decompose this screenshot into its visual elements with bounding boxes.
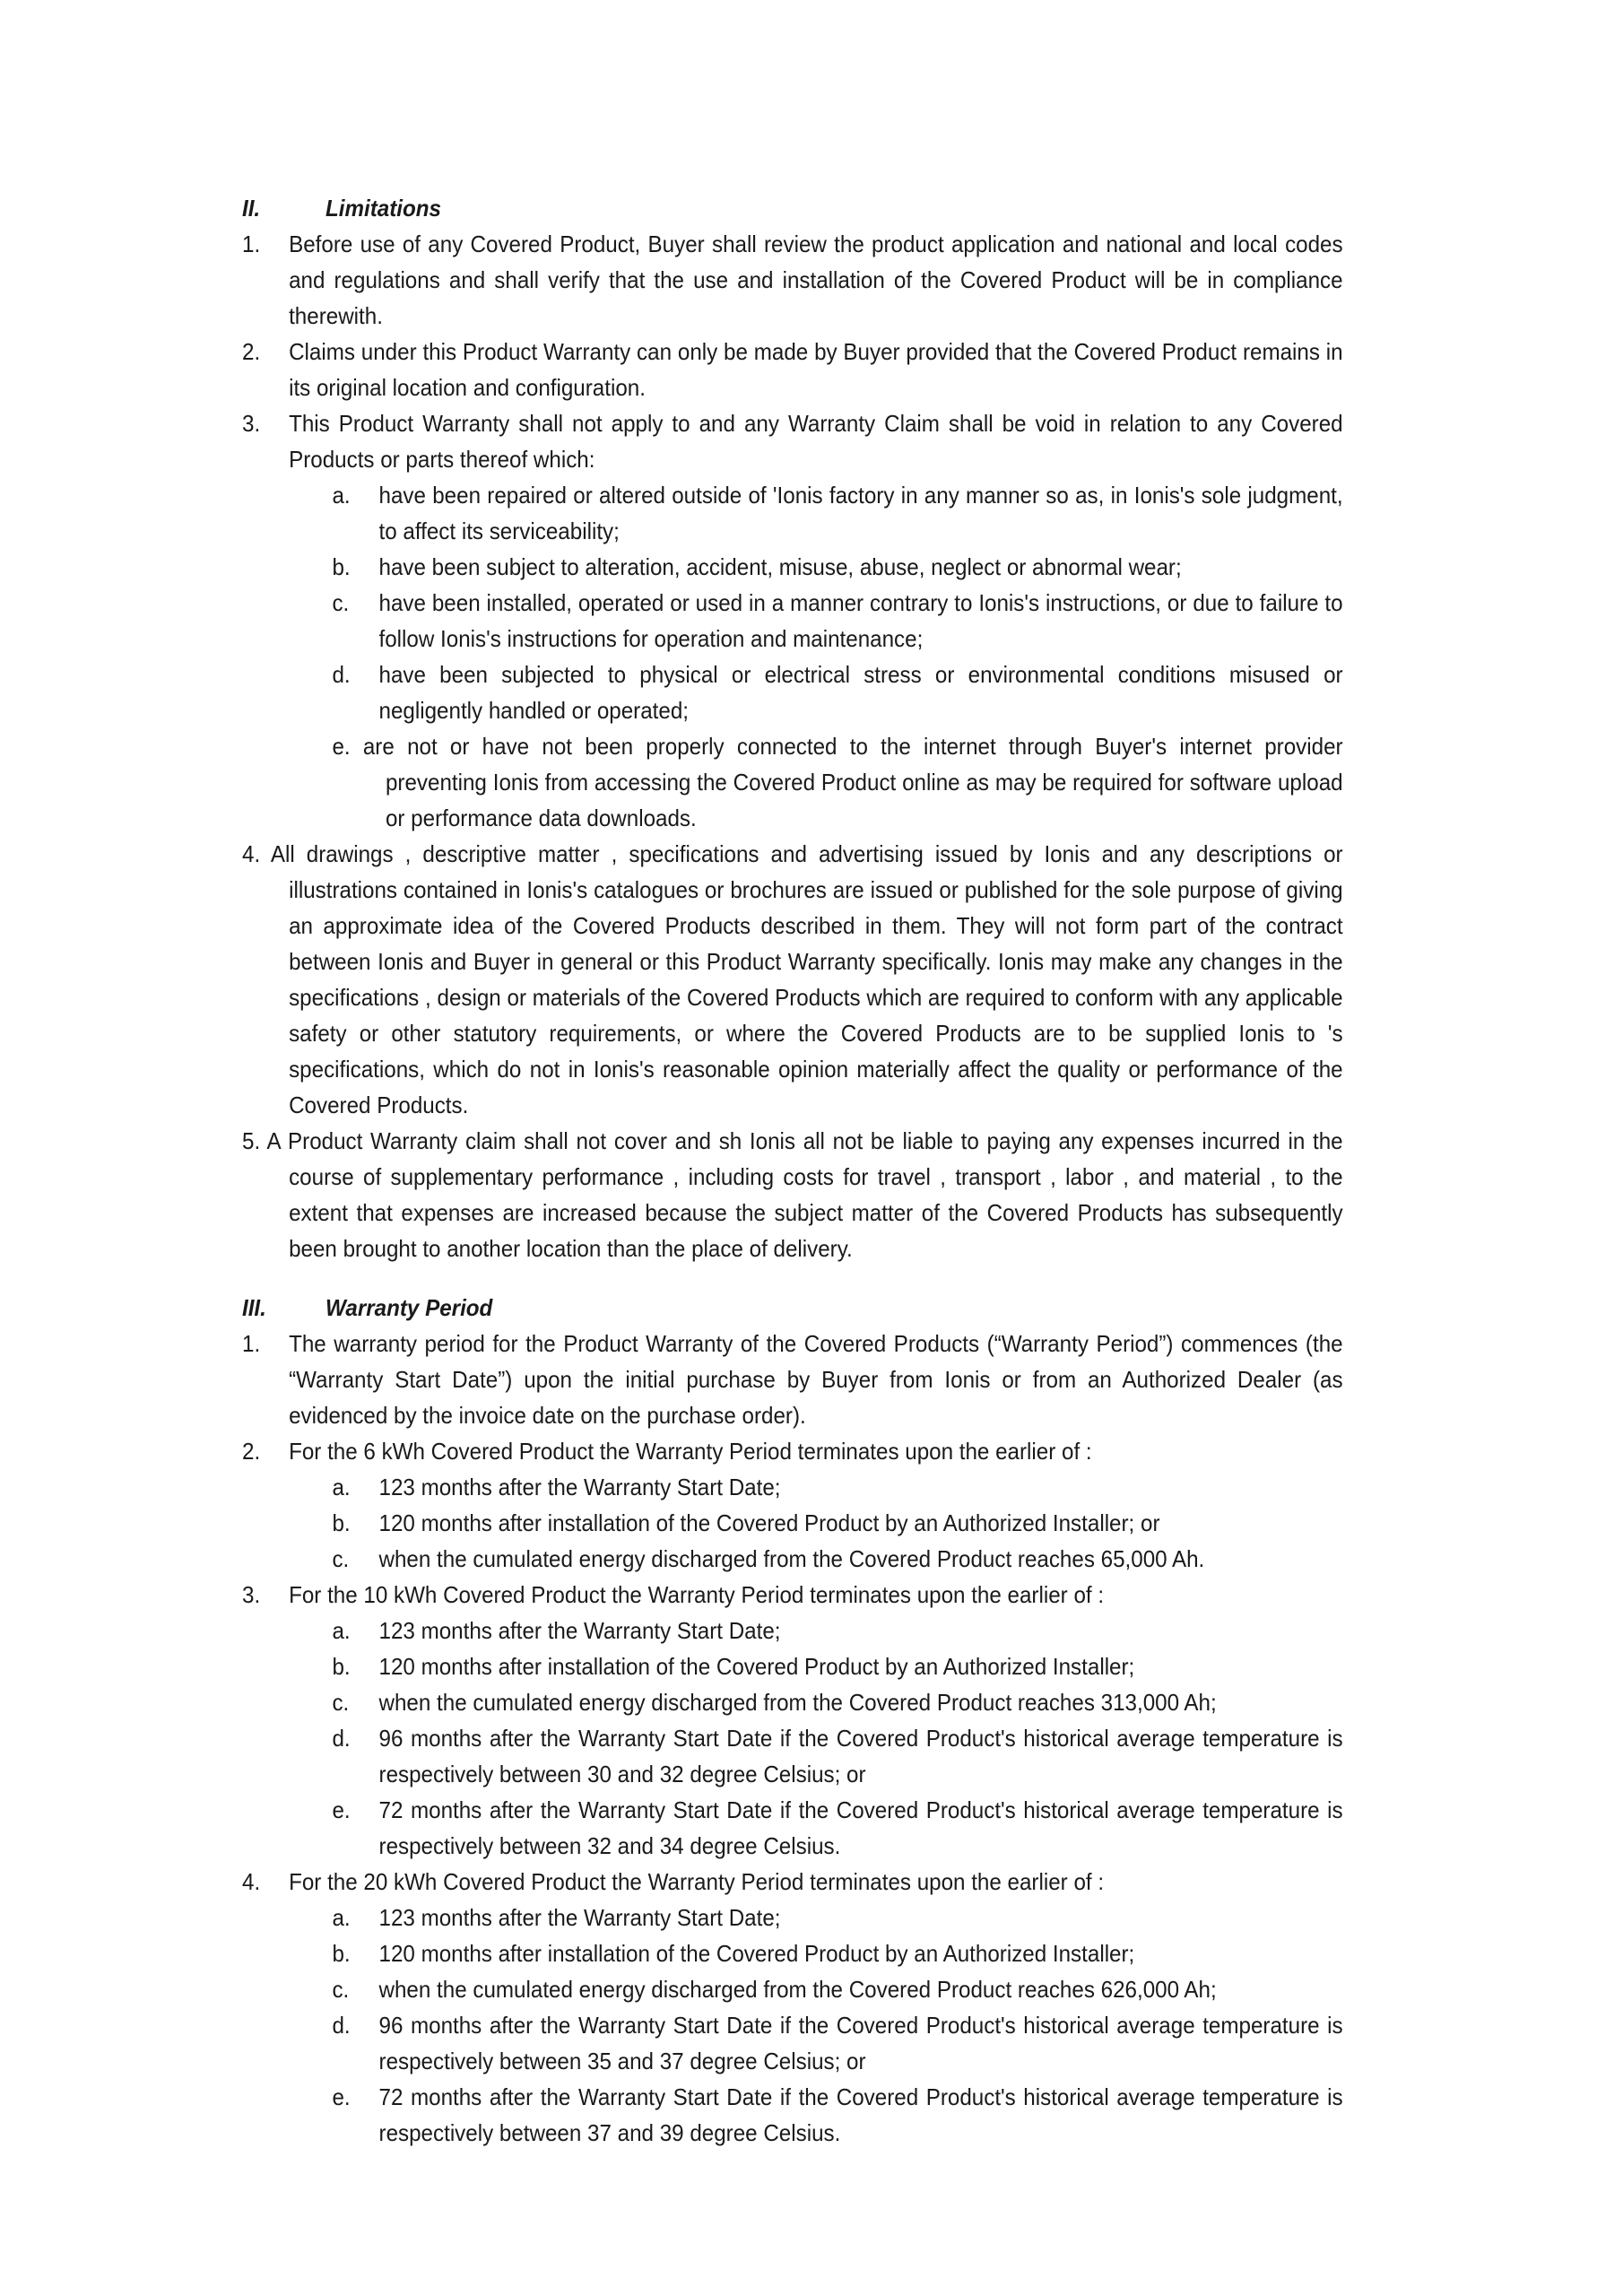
- section-title: Limitations: [325, 195, 441, 222]
- sub-item-text: 96 months after the Warranty Start Date if the Covered Product's historical average temperature is respectively between 30 and 32 degree Celsius; or: [378, 1725, 1343, 1787]
- item-number: 4.: [242, 1868, 261, 1895]
- sub-item-letter: c.: [332, 589, 350, 616]
- item-number: 2.: [242, 1438, 261, 1465]
- sub-list-item: [242, 1648, 1343, 1684]
- sub-item-text: 120 months after installation of the Covered Product by an Authorized Installer; or: [378, 1509, 1160, 1536]
- list-item: [242, 334, 1343, 405]
- sub-list-item: [242, 1613, 1343, 1648]
- document-page: [242, 190, 1343, 2151]
- sub-item-letter: a.: [332, 1904, 351, 1931]
- sub-item-letter: b.: [332, 1509, 351, 1536]
- item-number: 2.: [242, 338, 261, 365]
- sub-item-text: have been repaired or altered outside of 'Ionis factory in any manner so as, in Ionis's sole judgment, to affect its serviceability;: [378, 482, 1343, 544]
- sub-list-item: [242, 1935, 1343, 1971]
- sub-item-text: 123 months after the Warranty Start Date;: [378, 1904, 781, 1931]
- section-number: III.: [242, 1294, 266, 1321]
- item-text: The warranty period for the Product Warranty of the Covered Products (“Warranty Period”) commences (the “Warranty Start Date”) upon the initial purchase by Buyer from Ionis or from an Authorized Dealer (as evidenced by the invoice date on the purchase order).: [289, 1330, 1343, 1429]
- sub-list-item: [242, 1720, 1343, 1792]
- list-item: [242, 1433, 1343, 1469]
- list-item: [242, 405, 1343, 477]
- sub-item-letter: b.: [332, 553, 351, 580]
- sub-list-item: [242, 2079, 1343, 2151]
- item-text: This Product Warranty shall not apply to and any Warranty Claim shall be void in relation to any Covered Products or parts thereof which:: [289, 410, 1343, 473]
- list-item: [242, 1577, 1343, 1613]
- sub-list-item: [242, 1792, 1343, 1864]
- sub-item-text: have been installed, operated or used in a manner contrary to Ionis's instructions, or due to failure to follow Ionis's instructions for operation and maintenance;: [378, 589, 1343, 652]
- sub-list-item: [242, 549, 1343, 585]
- sub-item-letter: a.: [332, 482, 351, 509]
- sub-list-item: [242, 657, 1343, 728]
- sub-list-item-e: e. are not or have not been properly connected to the internet through Buyer's internet provider preventing Ionis from accessing the Covered Product online as may be required for software upload or performance data downloads.: [332, 733, 1343, 831]
- warranty-period-list: [242, 1326, 1343, 2151]
- sub-item-text: have been subjected to physical or electrical stress or environmental conditions misused or negligently handled or operated;: [378, 661, 1343, 724]
- sub-list-item: [242, 2007, 1343, 2079]
- sub-list-item: [242, 477, 1343, 549]
- sub-item-text: 72 months after the Warranty Start Date if the Covered Product's historical average temperature is respectively between 32 and 34 degree Celsius.: [378, 1796, 1343, 1859]
- sub-item-letter: e.: [332, 2083, 351, 2110]
- sub-list-item: [242, 1900, 1343, 1935]
- sub-item-text: 72 months after the Warranty Start Date if the Covered Product's historical average temperature is respectively between 37 and 39 degree Celsius.: [378, 2083, 1343, 2146]
- sub-item-letter: d.: [332, 661, 351, 688]
- sub-item-letter: b.: [332, 1653, 351, 1680]
- sub-item-text: 120 months after installation of the Covered Product by an Authorized Installer;: [378, 1653, 1135, 1680]
- sub-list-item: [242, 1505, 1343, 1541]
- sub-item-letter: c.: [332, 1976, 350, 2003]
- section-number: II.: [242, 195, 261, 222]
- sub-item-text: 123 months after the Warranty Start Date;: [378, 1617, 781, 1644]
- sub-item-letter: d.: [332, 2012, 351, 2039]
- sub-list-item: [242, 1469, 1343, 1505]
- sub-item-text: 120 months after installation of the Covered Product by an Authorized Installer;: [378, 1940, 1135, 1967]
- list-item-5: 5. A Product Warranty claim shall not cover and sh Ionis all not be liable to paying any expenses incurred in the course of supplementary performance , including costs for travel , transport , labor , and material , to the extent that expenses are increased because the subject matter of the Covered Products has subsequently been brought to another location than the place of delivery.: [242, 1127, 1343, 1262]
- item-number: 3.: [242, 1581, 261, 1608]
- sub-item-letter: d.: [332, 1725, 351, 1752]
- sub-list-item: [242, 1684, 1343, 1720]
- list-item-4: 4. All drawings , descriptive matter , specifications and advertising issued by Ionis and any descriptions or illustrations contained in Ionis's catalogues or brochures are issued or published for the sole purpose of giving an approximate idea of the Covered Products described in them. They will not form part of the contract between Ionis and Buyer in general or this Product Warranty specifically. Ionis may make any changes in the specifications , design or materials of the Covered Products which are required to conform with any applicable safety or other statutory requirements, or where the Covered Products are to be supplied Ionis to 's specifications, which do not in Ionis's reasonable opinion materially affect the quality or performance of the Covered Products.: [242, 840, 1343, 1118]
- sub-list-item: [242, 1971, 1343, 2007]
- item-number: 3.: [242, 410, 261, 437]
- item-text: Claims under this Product Warranty can only be made by Buyer provided that the Covered Product remains in its original location and configuration.: [289, 338, 1343, 401]
- sub-item-letter: b.: [332, 1940, 351, 1967]
- item-text: For the 6 kWh Covered Product the Warranty Period terminates upon the earlier of :: [289, 1438, 1092, 1465]
- sub-item-text: have been subject to alteration, accident, misuse, abuse, neglect or abnormal wear;: [378, 553, 1182, 580]
- sub-item-text: 123 months after the Warranty Start Date;: [378, 1474, 781, 1500]
- list-item: [242, 1864, 1343, 1900]
- sub-item-text: when the cumulated energy discharged from the Covered Product reaches 313,000 Ah;: [378, 1689, 1217, 1716]
- item-number: 1.: [242, 230, 261, 257]
- list-item: [242, 1326, 1343, 1433]
- item-text: For the 10 kWh Covered Product the Warranty Period terminates upon the earlier of :: [289, 1581, 1105, 1608]
- sub-list-item: [242, 585, 1343, 657]
- sub-item-letter: c.: [332, 1689, 350, 1716]
- item-text: For the 20 kWh Covered Product the Warranty Period terminates upon the earlier of :: [289, 1868, 1105, 1895]
- sub-list-item: [242, 1541, 1343, 1577]
- section-heading-warranty-period: [242, 1290, 1343, 1326]
- sub-item-letter: a.: [332, 1474, 351, 1500]
- item-number: 1.: [242, 1330, 261, 1357]
- list-item: [242, 226, 1343, 334]
- section-title: Warranty Period: [325, 1294, 493, 1321]
- sub-item-letter: e.: [332, 1796, 351, 1823]
- sub-item-text: when the cumulated energy discharged from the Covered Product reaches 65,000 Ah.: [378, 1545, 1205, 1572]
- item-text: Before use of any Covered Product, Buyer shall review the product application and national and local codes and regulations and shall verify that the use and installation of the Covered Product will be in compliance therewith.: [289, 230, 1343, 329]
- sub-item-text: 96 months after the Warranty Start Date if the Covered Product's historical average temperature is respectively between 35 and 37 degree Celsius; or: [378, 2012, 1343, 2074]
- sub-item-letter: a.: [332, 1617, 351, 1644]
- sub-item-letter: c.: [332, 1545, 350, 1572]
- sub-item-text: when the cumulated energy discharged from the Covered Product reaches 626,000 Ah;: [378, 1976, 1217, 2003]
- section-heading-limitations: [242, 190, 1343, 226]
